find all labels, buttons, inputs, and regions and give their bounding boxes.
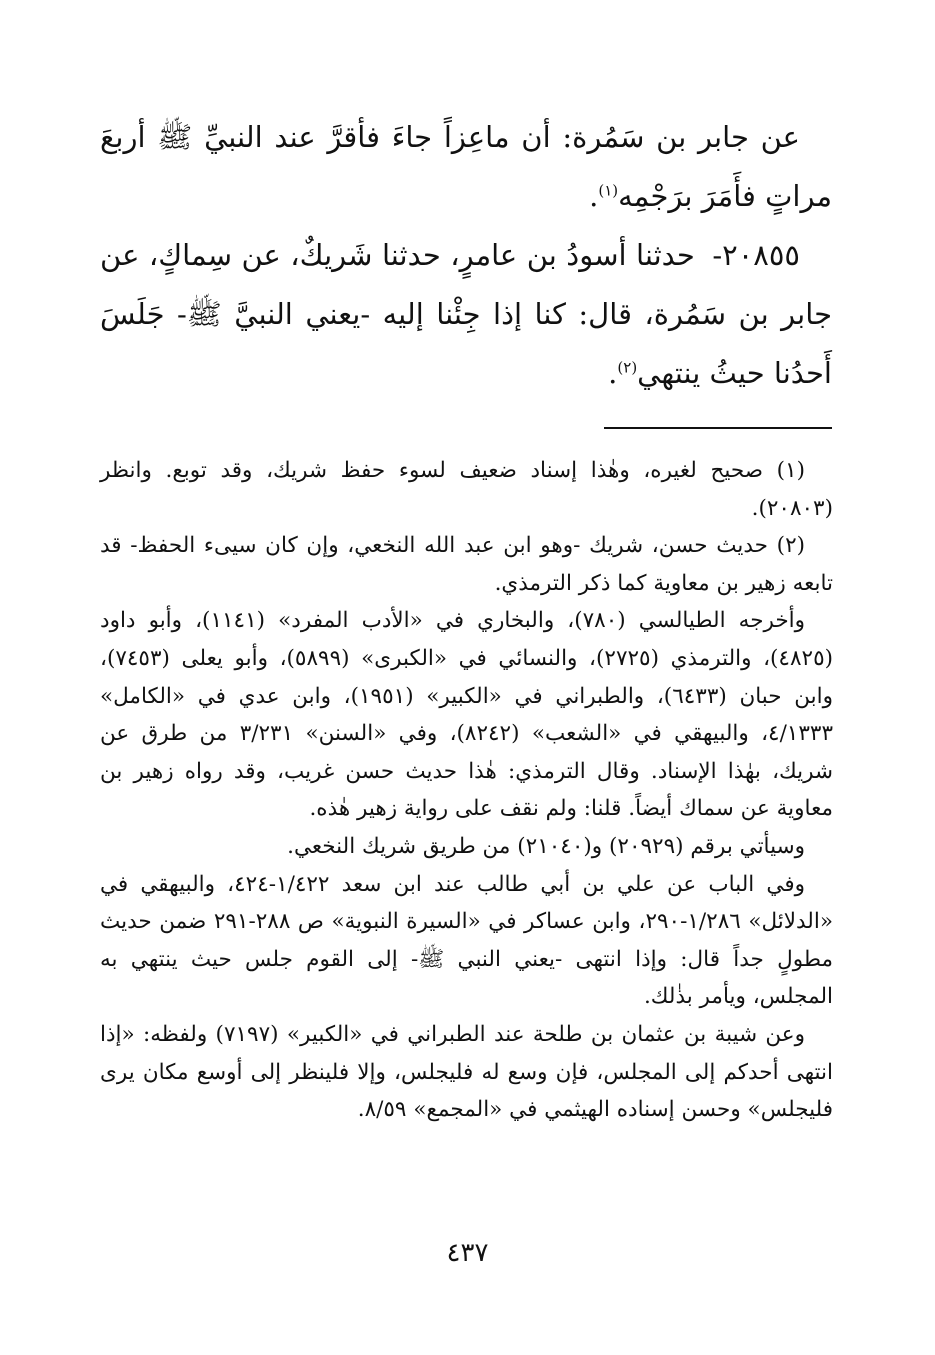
hadith-paragraph: [100, 108, 832, 226]
hadith-paragraph: [100, 226, 832, 403]
hadith-number: ٢٠٨٥٥-: [712, 238, 801, 272]
hadith-body: [100, 108, 832, 403]
footnote-paragraph: وفي الباب عن علي بن أبي طالب عند ابن سعد ١/٤٢٢-٤٢٤، والبيهقي في «الدلائل» ١/٢٨٦-٢٩٠، وابن عساكر في «السيرة النبوية» ص ٢٨٨-٢٩١ ضمن حديث مطولٍ جداً قال: وإذا انتهى -يعني النبي ﷺ- إلى القوم جلس حيث ينتهي به المجلس، ويأمر بذٰلك.: [100, 871, 833, 1010]
hadith-text: حدثنا أسودُ بن عامرٍ، حدثنا شَريكٌ، عن سِماكٍ، عن جابر بن سَمُرة، قال: كنا إذا جِئْنا إليه -يعني النبيَّ ﷺ- جَلَسَ أَحدُنا حيثُ ينتهي: [100, 238, 832, 390]
sentence-end: .: [589, 179, 599, 213]
footnote-reference: (٢): [617, 358, 638, 377]
sentence-end: .: [608, 356, 618, 390]
page-number: ٤٣٧: [446, 1238, 489, 1268]
footnote: [100, 527, 833, 602]
footnotes-section: [100, 452, 833, 1129]
footnote-text: صحيح لغيره، وهٰذا إسناد ضعيف لسوء حفظ شريك، وقد توبع. وانظر (٢٠٨٠٣).: [100, 458, 833, 521]
footnote-paragraph: وعن شيبة بن عثمان بن طلحة عند الطبراني في «الكبير» (٧١٩٧) ولفظه: «إذا انتهى أحدكم إلى المجلس، فإن وسع له فليجلس، وإلا فلينظر إلى أوسع مكان يرى فليجلس» وحسن إسناده الهيثمي في «المجمع» ٨/٥٩.: [100, 1021, 833, 1123]
footnote-text: حديث حسن، شريك -وهو ابن عبد الله النخعي، وإن كان سيىء الحفظ- قد تابعه زهير بن معاوية كما ذكر الترمذي.: [100, 533, 833, 596]
footnote-separator: [604, 427, 832, 429]
footnote-marker: (٢): [776, 533, 806, 559]
hadith-text: عن جابر بن سَمُرة: أن ماعِزاً جاءَ فأقرَّ عند النبيِّ ﷺ أربعَ مراتٍ فأَمَرَ برَجْمِه: [100, 120, 832, 213]
footnote-paragraph: وأخرجه الطيالسي (٧٨٠)، والبخاري في «الأدب المفرد» (١١٤١)، وأبو داود (٤٨٢٥)، والترمذي (٢٧٢٥)، والنسائي في «الكبرى» (٥٨٩٩)، وأبو يعلى (٧٤٥٣)، وابن حبان (٦٤٣٣)، والطبراني في «الكبير» (١٩٥١)، وابن عدي في «الكامل» ٤/١٣٣٣، والبيهقي في «الشعب» (٨٢٤٢)، وفي «السنن» ٣/٢٣١ من طرق عن شريك، بهٰذا الإسناد. وقال الترمذي: هٰذا حديث حسن غريب، وقد رواه زهير بن معاوية عن سماك أيضاً. قلنا: ولم نقف على رواية زهير هٰذه.: [100, 608, 834, 822]
footnote: [100, 452, 833, 527]
footnote-reference: (١): [598, 181, 619, 200]
footnote-paragraph: وسيأتي برقم (٢٠٩٢٩) و(٢١٠٤٠) من طريق شريك النخعي.: [287, 833, 805, 859]
footnote-marker: (١): [776, 458, 805, 483]
